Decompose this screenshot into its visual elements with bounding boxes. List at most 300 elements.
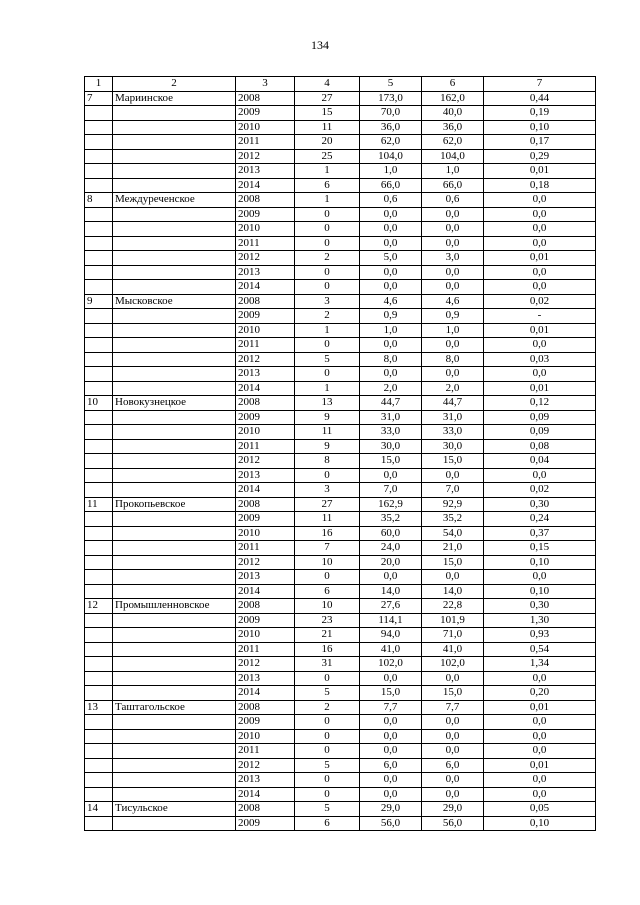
district-number: 14 bbox=[85, 802, 113, 817]
count-cell: 0 bbox=[295, 773, 360, 788]
value-6-cell: 62,0 bbox=[422, 135, 484, 150]
value-7-cell: 0,0 bbox=[484, 236, 596, 251]
district-name bbox=[113, 352, 236, 367]
value-6-cell: 0,0 bbox=[422, 744, 484, 759]
value-5-cell: 30,0 bbox=[360, 439, 422, 454]
value-6-cell: 54,0 bbox=[422, 526, 484, 541]
table-row bbox=[85, 599, 596, 614]
year-cell: 2010 bbox=[236, 120, 295, 135]
value-5-cell: 0,0 bbox=[360, 468, 422, 483]
value-6-cell: 0,0 bbox=[422, 570, 484, 585]
district-number: 10 bbox=[85, 396, 113, 411]
count-cell: 3 bbox=[295, 294, 360, 309]
table-row bbox=[85, 294, 596, 309]
value-5-cell: 62,0 bbox=[360, 135, 422, 150]
district-name bbox=[113, 715, 236, 730]
year-cell: 2009 bbox=[236, 715, 295, 730]
value-7-cell: 0,04 bbox=[484, 454, 596, 469]
year-cell: 2010 bbox=[236, 425, 295, 440]
year-cell: 2008 bbox=[236, 396, 295, 411]
district-name bbox=[113, 541, 236, 556]
district-name bbox=[113, 178, 236, 193]
value-6-cell: 102,0 bbox=[422, 657, 484, 672]
count-cell: 16 bbox=[295, 526, 360, 541]
year-cell: 2014 bbox=[236, 381, 295, 396]
district-name bbox=[113, 207, 236, 222]
district-name bbox=[113, 251, 236, 266]
count-cell: 1 bbox=[295, 164, 360, 179]
district-name bbox=[113, 265, 236, 280]
district-number bbox=[85, 744, 113, 759]
value-5-cell: 29,0 bbox=[360, 802, 422, 817]
district-name bbox=[113, 773, 236, 788]
page-number: 134 bbox=[311, 38, 329, 52]
district-number bbox=[85, 758, 113, 773]
count-cell: 27 bbox=[295, 497, 360, 512]
district-name bbox=[113, 787, 236, 802]
year-cell: 2010 bbox=[236, 222, 295, 237]
count-cell: 0 bbox=[295, 671, 360, 686]
table-row bbox=[85, 758, 596, 773]
count-cell: 2 bbox=[295, 251, 360, 266]
count-cell: 1 bbox=[295, 381, 360, 396]
count-cell: 0 bbox=[295, 265, 360, 280]
value-6-cell: 71,0 bbox=[422, 628, 484, 643]
year-cell: 2011 bbox=[236, 744, 295, 759]
year-cell: 2008 bbox=[236, 193, 295, 208]
value-7-cell: 0,0 bbox=[484, 193, 596, 208]
value-6-cell: 0,0 bbox=[422, 671, 484, 686]
year-cell: 2014 bbox=[236, 787, 295, 802]
district-number bbox=[85, 149, 113, 164]
table-row bbox=[85, 584, 596, 599]
district-name bbox=[113, 106, 236, 121]
value-5-cell: 173,0 bbox=[360, 91, 422, 106]
value-7-cell: 0,01 bbox=[484, 758, 596, 773]
value-5-cell: 0,0 bbox=[360, 222, 422, 237]
table-row bbox=[85, 91, 596, 106]
district-number bbox=[85, 164, 113, 179]
value-7-cell: 0,20 bbox=[484, 686, 596, 701]
district-number bbox=[85, 338, 113, 353]
value-7-cell: 0,0 bbox=[484, 570, 596, 585]
district-number bbox=[85, 512, 113, 527]
table-row bbox=[85, 816, 596, 831]
header-cell-2: 2 bbox=[113, 77, 236, 92]
year-cell: 2008 bbox=[236, 91, 295, 106]
value-5-cell: 0,6 bbox=[360, 193, 422, 208]
value-5-cell: 0,0 bbox=[360, 338, 422, 353]
year-cell: 2011 bbox=[236, 642, 295, 657]
district-name: Промышленновское bbox=[113, 599, 236, 614]
district-number bbox=[85, 280, 113, 295]
year-cell: 2010 bbox=[236, 729, 295, 744]
value-7-cell: 0,0 bbox=[484, 744, 596, 759]
table-row bbox=[85, 149, 596, 164]
district-name bbox=[113, 381, 236, 396]
district-name bbox=[113, 280, 236, 295]
value-6-cell: 162,0 bbox=[422, 91, 484, 106]
value-7-cell: 0,0 bbox=[484, 280, 596, 295]
count-cell: 0 bbox=[295, 787, 360, 802]
district-number bbox=[85, 628, 113, 643]
district-name: Таштагольское bbox=[113, 700, 236, 715]
district-name: Прокопьевское bbox=[113, 497, 236, 512]
count-cell: 2 bbox=[295, 309, 360, 324]
count-cell: 0 bbox=[295, 338, 360, 353]
value-7-cell: 0,0 bbox=[484, 468, 596, 483]
district-number bbox=[85, 309, 113, 324]
value-7-cell: 0,0 bbox=[484, 729, 596, 744]
district-name bbox=[113, 149, 236, 164]
year-cell: 2010 bbox=[236, 323, 295, 338]
table-row bbox=[85, 410, 596, 425]
district-number bbox=[85, 468, 113, 483]
year-cell: 2014 bbox=[236, 178, 295, 193]
count-cell: 0 bbox=[295, 222, 360, 237]
district-number bbox=[85, 425, 113, 440]
value-6-cell: 33,0 bbox=[422, 425, 484, 440]
district-number bbox=[85, 236, 113, 251]
district-name bbox=[113, 526, 236, 541]
table-row bbox=[85, 323, 596, 338]
value-5-cell: 5,0 bbox=[360, 251, 422, 266]
district-number: 12 bbox=[85, 599, 113, 614]
year-cell: 2014 bbox=[236, 483, 295, 498]
value-7-cell: 0,0 bbox=[484, 265, 596, 280]
value-7-cell: 0,01 bbox=[484, 164, 596, 179]
district-number bbox=[85, 352, 113, 367]
district-name bbox=[113, 816, 236, 831]
table-row bbox=[85, 657, 596, 672]
table-row bbox=[85, 642, 596, 657]
table-row bbox=[85, 512, 596, 527]
count-cell: 10 bbox=[295, 599, 360, 614]
value-5-cell: 162,9 bbox=[360, 497, 422, 512]
value-6-cell: 101,9 bbox=[422, 613, 484, 628]
table-row bbox=[85, 352, 596, 367]
district-number: 9 bbox=[85, 294, 113, 309]
value-6-cell: 0,0 bbox=[422, 207, 484, 222]
value-6-cell: 6,0 bbox=[422, 758, 484, 773]
year-cell: 2010 bbox=[236, 628, 295, 643]
value-5-cell: 14,0 bbox=[360, 584, 422, 599]
count-cell: 25 bbox=[295, 149, 360, 164]
table-row bbox=[85, 338, 596, 353]
value-7-cell: 0,0 bbox=[484, 773, 596, 788]
value-7-cell: 0,0 bbox=[484, 338, 596, 353]
count-cell: 1 bbox=[295, 323, 360, 338]
value-7-cell: 0,09 bbox=[484, 425, 596, 440]
value-7-cell: 0,01 bbox=[484, 323, 596, 338]
value-7-cell: 0,05 bbox=[484, 802, 596, 817]
value-7-cell: 0,10 bbox=[484, 120, 596, 135]
value-6-cell: 41,0 bbox=[422, 642, 484, 657]
count-cell: 6 bbox=[295, 584, 360, 599]
value-5-cell: 104,0 bbox=[360, 149, 422, 164]
value-5-cell: 41,0 bbox=[360, 642, 422, 657]
value-7-cell: 0,19 bbox=[484, 106, 596, 121]
district-number bbox=[85, 657, 113, 672]
count-cell: 1 bbox=[295, 193, 360, 208]
table-row bbox=[85, 425, 596, 440]
value-5-cell: 0,0 bbox=[360, 207, 422, 222]
district-name: Мариинское bbox=[113, 91, 236, 106]
value-7-cell: 0,15 bbox=[484, 541, 596, 556]
district-number bbox=[85, 555, 113, 570]
value-6-cell: 7,7 bbox=[422, 700, 484, 715]
value-5-cell: 31,0 bbox=[360, 410, 422, 425]
value-7-cell: 0,24 bbox=[484, 512, 596, 527]
table-row bbox=[85, 439, 596, 454]
value-7-cell: 0,01 bbox=[484, 700, 596, 715]
table-row bbox=[85, 483, 596, 498]
value-5-cell: 0,0 bbox=[360, 715, 422, 730]
value-6-cell: 0,0 bbox=[422, 222, 484, 237]
value-7-cell: 0,54 bbox=[484, 642, 596, 657]
year-cell: 2008 bbox=[236, 497, 295, 512]
count-cell: 31 bbox=[295, 657, 360, 672]
district-name bbox=[113, 367, 236, 382]
district-number bbox=[85, 323, 113, 338]
value-6-cell: 92,9 bbox=[422, 497, 484, 512]
district-name bbox=[113, 744, 236, 759]
header-cell-7: 7 bbox=[484, 77, 596, 92]
header-cell-5: 5 bbox=[360, 77, 422, 92]
table-row bbox=[85, 613, 596, 628]
value-5-cell: 94,0 bbox=[360, 628, 422, 643]
year-cell: 2013 bbox=[236, 367, 295, 382]
year-cell: 2008 bbox=[236, 700, 295, 715]
district-name bbox=[113, 454, 236, 469]
count-cell: 5 bbox=[295, 686, 360, 701]
value-7-cell: 0,44 bbox=[484, 91, 596, 106]
year-cell: 2012 bbox=[236, 454, 295, 469]
district-name bbox=[113, 439, 236, 454]
count-cell: 0 bbox=[295, 280, 360, 295]
value-7-cell: 0,30 bbox=[484, 497, 596, 512]
count-cell: 0 bbox=[295, 367, 360, 382]
value-6-cell: 56,0 bbox=[422, 816, 484, 831]
count-cell: 11 bbox=[295, 512, 360, 527]
value-6-cell: 0,0 bbox=[422, 715, 484, 730]
district-number: 11 bbox=[85, 497, 113, 512]
table-row bbox=[85, 555, 596, 570]
value-7-cell: 0,0 bbox=[484, 367, 596, 382]
district-name bbox=[113, 628, 236, 643]
value-5-cell: 102,0 bbox=[360, 657, 422, 672]
value-5-cell: 0,9 bbox=[360, 309, 422, 324]
district-name bbox=[113, 410, 236, 425]
table-row bbox=[85, 193, 596, 208]
value-6-cell: 35,2 bbox=[422, 512, 484, 527]
year-cell: 2013 bbox=[236, 773, 295, 788]
value-6-cell: 31,0 bbox=[422, 410, 484, 425]
value-7-cell: 0,18 bbox=[484, 178, 596, 193]
value-7-cell: 0,37 bbox=[484, 526, 596, 541]
table-row bbox=[85, 454, 596, 469]
district-number bbox=[85, 106, 113, 121]
district-name bbox=[113, 671, 236, 686]
district-name bbox=[113, 512, 236, 527]
year-cell: 2009 bbox=[236, 106, 295, 121]
table-row bbox=[85, 207, 596, 222]
year-cell: 2013 bbox=[236, 265, 295, 280]
value-7-cell: 0,17 bbox=[484, 135, 596, 150]
table-row bbox=[85, 686, 596, 701]
value-5-cell: 0,0 bbox=[360, 367, 422, 382]
count-cell: 0 bbox=[295, 729, 360, 744]
header-cell-3: 3 bbox=[236, 77, 295, 92]
value-6-cell: 0,0 bbox=[422, 729, 484, 744]
value-7-cell: 0,0 bbox=[484, 222, 596, 237]
value-5-cell: 20,0 bbox=[360, 555, 422, 570]
table-row bbox=[85, 526, 596, 541]
header-cell-1: 1 bbox=[85, 77, 113, 92]
district-number bbox=[85, 381, 113, 396]
table-row bbox=[85, 251, 596, 266]
value-7-cell: 0,10 bbox=[484, 555, 596, 570]
district-number bbox=[85, 613, 113, 628]
value-7-cell: 0,10 bbox=[484, 584, 596, 599]
value-5-cell: 0,0 bbox=[360, 265, 422, 280]
value-5-cell: 0,0 bbox=[360, 744, 422, 759]
district-number bbox=[85, 367, 113, 382]
table-row bbox=[85, 570, 596, 585]
district-number bbox=[85, 265, 113, 280]
value-7-cell: 0,02 bbox=[484, 483, 596, 498]
year-cell: 2012 bbox=[236, 149, 295, 164]
district-number: 7 bbox=[85, 91, 113, 106]
year-cell: 2009 bbox=[236, 207, 295, 222]
count-cell: 9 bbox=[295, 439, 360, 454]
value-6-cell: 15,0 bbox=[422, 686, 484, 701]
value-7-cell: 0,01 bbox=[484, 251, 596, 266]
value-5-cell: 8,0 bbox=[360, 352, 422, 367]
district-name bbox=[113, 323, 236, 338]
count-cell: 15 bbox=[295, 106, 360, 121]
district-number bbox=[85, 454, 113, 469]
value-6-cell: 2,0 bbox=[422, 381, 484, 396]
header-cell-6: 6 bbox=[422, 77, 484, 92]
count-cell: 0 bbox=[295, 236, 360, 251]
value-6-cell: 1,0 bbox=[422, 164, 484, 179]
value-6-cell: 0,0 bbox=[422, 280, 484, 295]
district-number bbox=[85, 686, 113, 701]
year-cell: 2012 bbox=[236, 657, 295, 672]
table-row bbox=[85, 628, 596, 643]
count-cell: 5 bbox=[295, 802, 360, 817]
year-cell: 2009 bbox=[236, 410, 295, 425]
district-number bbox=[85, 207, 113, 222]
value-5-cell: 2,0 bbox=[360, 381, 422, 396]
district-number bbox=[85, 410, 113, 425]
value-5-cell: 60,0 bbox=[360, 526, 422, 541]
header-row bbox=[85, 77, 596, 92]
table-row bbox=[85, 106, 596, 121]
year-cell: 2009 bbox=[236, 309, 295, 324]
district-name: Тисульское bbox=[113, 802, 236, 817]
value-5-cell: 0,0 bbox=[360, 280, 422, 295]
district-number bbox=[85, 439, 113, 454]
value-5-cell: 0,0 bbox=[360, 570, 422, 585]
year-cell: 2008 bbox=[236, 802, 295, 817]
district-name bbox=[113, 425, 236, 440]
year-cell: 2013 bbox=[236, 164, 295, 179]
value-6-cell: 0,0 bbox=[422, 236, 484, 251]
year-cell: 2011 bbox=[236, 338, 295, 353]
count-cell: 13 bbox=[295, 396, 360, 411]
district-name bbox=[113, 338, 236, 353]
table-row bbox=[85, 236, 596, 251]
district-number bbox=[85, 222, 113, 237]
district-name bbox=[113, 584, 236, 599]
district-number bbox=[85, 787, 113, 802]
count-cell: 0 bbox=[295, 570, 360, 585]
value-5-cell: 4,6 bbox=[360, 294, 422, 309]
table-row bbox=[85, 700, 596, 715]
year-cell: 2010 bbox=[236, 526, 295, 541]
table-row bbox=[85, 222, 596, 237]
district-name bbox=[113, 164, 236, 179]
value-6-cell: 30,0 bbox=[422, 439, 484, 454]
count-cell: 7 bbox=[295, 541, 360, 556]
year-cell: 2013 bbox=[236, 671, 295, 686]
value-5-cell: 6,0 bbox=[360, 758, 422, 773]
count-cell: 6 bbox=[295, 178, 360, 193]
district-name: Новокузнецкое bbox=[113, 396, 236, 411]
value-5-cell: 0,0 bbox=[360, 236, 422, 251]
district-number bbox=[85, 729, 113, 744]
value-7-cell: 0,30 bbox=[484, 599, 596, 614]
value-6-cell: 7,0 bbox=[422, 483, 484, 498]
table-row bbox=[85, 773, 596, 788]
year-cell: 2014 bbox=[236, 686, 295, 701]
value-7-cell: 0,01 bbox=[484, 381, 596, 396]
year-cell: 2008 bbox=[236, 599, 295, 614]
value-5-cell: 27,6 bbox=[360, 599, 422, 614]
value-6-cell: 22,8 bbox=[422, 599, 484, 614]
count-cell: 11 bbox=[295, 425, 360, 440]
count-cell: 0 bbox=[295, 744, 360, 759]
value-5-cell: 33,0 bbox=[360, 425, 422, 440]
value-6-cell: 0,6 bbox=[422, 193, 484, 208]
value-7-cell: 1,34 bbox=[484, 657, 596, 672]
value-6-cell: 66,0 bbox=[422, 178, 484, 193]
table-row bbox=[85, 280, 596, 295]
value-7-cell: 0,0 bbox=[484, 715, 596, 730]
value-6-cell: 40,0 bbox=[422, 106, 484, 121]
value-6-cell: 0,0 bbox=[422, 265, 484, 280]
value-7-cell: 0,10 bbox=[484, 816, 596, 831]
district-name bbox=[113, 570, 236, 585]
value-6-cell: 8,0 bbox=[422, 352, 484, 367]
year-cell: 2008 bbox=[236, 294, 295, 309]
value-7-cell: 0,12 bbox=[484, 396, 596, 411]
count-cell: 5 bbox=[295, 352, 360, 367]
table-row bbox=[85, 178, 596, 193]
value-5-cell: 15,0 bbox=[360, 686, 422, 701]
district-number bbox=[85, 570, 113, 585]
table-row bbox=[85, 367, 596, 382]
value-5-cell: 7,7 bbox=[360, 700, 422, 715]
district-name: Междуреченское bbox=[113, 193, 236, 208]
year-cell: 2009 bbox=[236, 816, 295, 831]
value-7-cell: 0,03 bbox=[484, 352, 596, 367]
value-6-cell: 1,0 bbox=[422, 323, 484, 338]
table-row bbox=[85, 744, 596, 759]
value-6-cell: 0,0 bbox=[422, 468, 484, 483]
